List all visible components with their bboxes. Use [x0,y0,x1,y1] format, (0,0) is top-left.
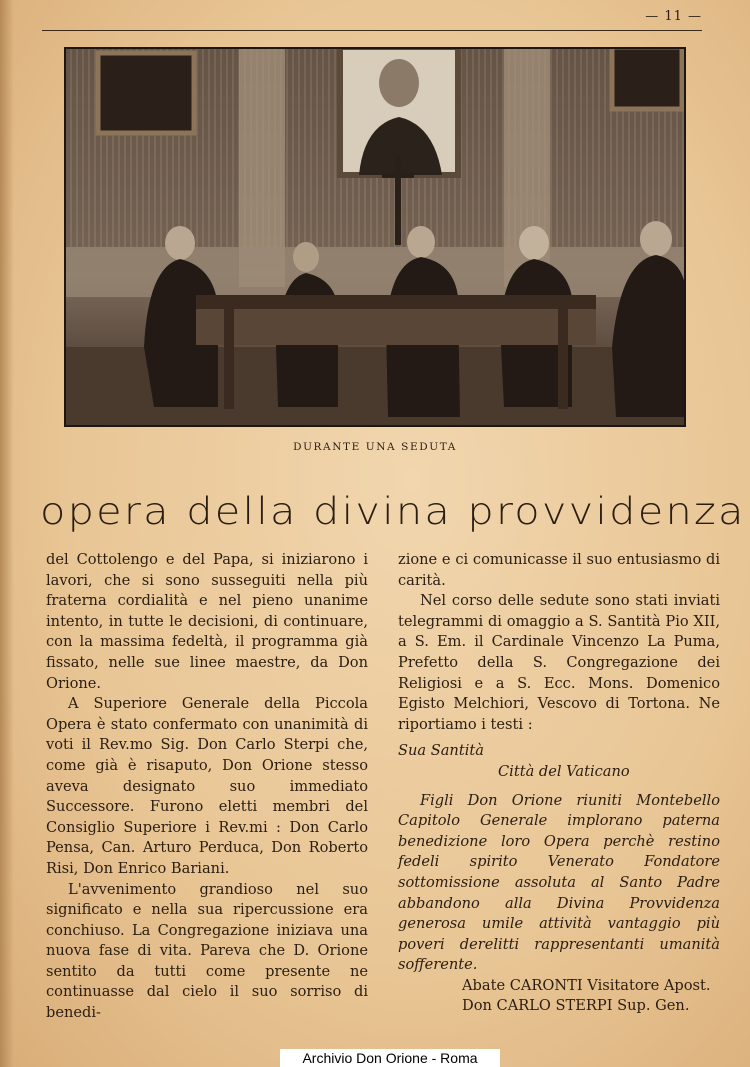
header-rule [42,30,702,31]
signature-caronti: Abate CARONTI Visitatore Apost. [462,976,711,994]
page-number: — 11 — [645,9,702,24]
paragraph: L'avvenimento grandioso nel suo significato e nella sua ripercussione era conchiuso. La Congregazione iniziava una nuova fase di vita. Pareva che D. Orione sentito da tutti come presente ne continuasse dal cielo il suo sorriso di benedi- [46,880,368,1022]
left-text-column [46,550,368,1024]
paragraph: zione e ci comunicasse il suo entusiasmo di carità. [398,551,720,589]
paragraph: Nel corso delle sedute sono stati inviati telegrammi di omaggio a S. Santità Pio XII, a S. Em. il Cardinale Vincenzo La Puma, Prefetto della S. Congregazione dei Religiosi e a S. Ecc. Mons. Domenico Egisto Melchiori, Vescovo di Tortona. Ne riportiamo i testi : [398,592,720,733]
right-text-column [398,550,720,1017]
article-title: opera della divina provvidenza [40,490,746,533]
telegram-text: Figli Don Orione riuniti Montebello Capitolo Generale implorano paterna benedizione loro Opera perchè restino fedeli spirito Venerato Fondatore sottomissione assoluta al Santo Padre abbandono alla Divina Provvidenza generosa umile attività vantaggio più poveri derelitti rappresentanti umanità sofferente. [398,791,720,974]
signature-sterpi: Don CARLO STERPI Sup. Gen. [462,997,690,1015]
paragraph: del Cottolengo e del Papa, si iniziarono i lavori, che si sono susseguiti nella più fraterna cordialità e nel pieno unanime intento, in tutte le decisioni, di continuare, con la massima fedeltà, il programma già fissato, nelle sue linee maestre, da Don Orione. [46,551,368,692]
photo-caption: DURANTE UNA SEDUTA [293,441,457,453]
paragraph: A Superiore Generale della Piccola Opera è stato confermato con unanimità di voti il Rev.mo Sig. Don Carlo Sterpi che, come già è risaputo, Don Orione stesso aveva designato suo immediato Successore. Furono eletti membri del Consiglio Superiore i Rev.mi : Don Carlo Pensa, Can. Arturo Perduca, Don Roberto Risi, Don Enrico Bariani. [46,695,368,877]
archive-label: Archivio Don Orione - Roma [280,1049,500,1067]
meeting-photograph [64,47,686,427]
photograph-illustration [64,47,686,427]
page-edge-shadow [0,0,14,1067]
telegram-addressee: Sua Santità [398,742,484,760]
telegram-place: Città del Vaticano [498,762,630,780]
